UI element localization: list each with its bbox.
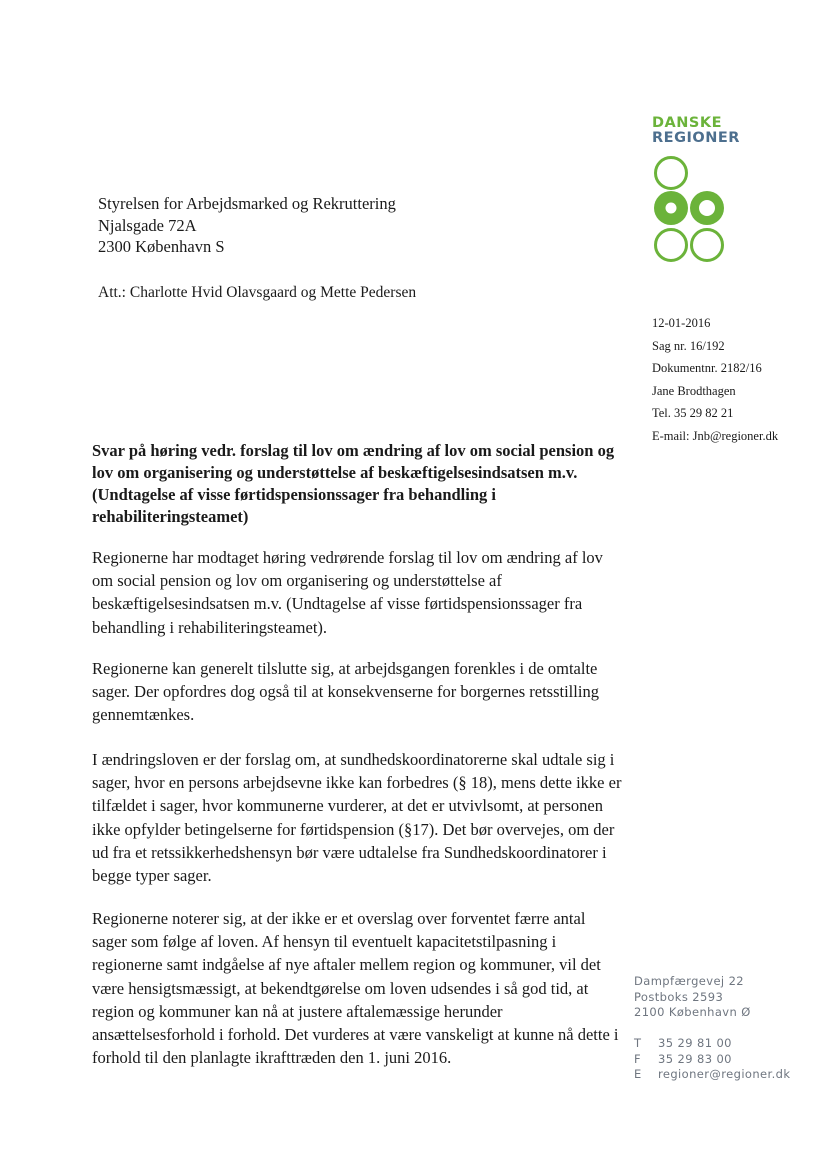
- logo-circles-icon: [652, 154, 732, 276]
- sender-address: [634, 974, 751, 1021]
- letter-date: 12-01-2016: [652, 316, 711, 330]
- sender-fax: 35 29 83 00: [658, 1051, 732, 1066]
- body-paragraph-1: Regionerne har modtaget høring vedrørende forslag til lov om ændring af lov om social pension og lov om organisering og understøttelse af beskæftigelsesindsatsen m.v. (Undtagelse af visse førtidspensionssager fra behandling i rehabiliteringsteamet).: [92, 548, 603, 637]
- logo-line-1: DANSKE: [652, 115, 722, 131]
- document-number: Dokumentnr. 2182/16: [652, 361, 762, 375]
- case-number: Sag nr. 16/192: [652, 338, 725, 353]
- letter-subject: Svar på høring vedr. forslag til lov om ændring af lov om social pension og lov om organisering og understøttelse af beskæftigelsesindsatsen m.v. (Undtagelse af visse førtidspensionssager fra behandling i rehabiliteringsteamet): [92, 441, 615, 526]
- fax-label: F: [634, 1051, 642, 1066]
- sender-phone-row: [634, 1036, 790, 1052]
- body-paragraph-2: Regionerne kan generelt tilslutte sig, at arbejdsgangen forenkles i de omtalte sager. Der opfordres dog også til at konsekvenserne for borgernes retsstilling gennemtænkes.: [92, 659, 599, 725]
- email-label: E: [634, 1067, 642, 1081]
- attention-line: Att.: Charlotte Hvid Olavsgaard og Mette Pedersen: [98, 284, 417, 301]
- sender-street: Dampfærgevej 22: [634, 974, 745, 988]
- recipient-street: Njalsgade 72A: [98, 215, 197, 235]
- recipient-city: 2300 København S: [98, 237, 225, 256]
- sender-email: regioner@regioner.dk: [658, 1067, 791, 1081]
- sender-email-row: [634, 1067, 790, 1083]
- sender-pobox: Postboks 2593: [634, 989, 724, 1004]
- body-paragraph-4: Regionerne noterer sig, at der ikke er et overslag over forventet færre antal sager som følge af loven. Af hensyn til eventuelt kapacitetstilpasning i regionerne samt indgåelse af nye aftaler mellem region og kommuner, vil det være hensigtsmæssigt, at bekendtgørelse om loven udsendes i så god tid, at region og kommuner kan nå at justere aftalemæssige herunder ansættelsesforhold i forhold. Det vurderes at være vanskeligt at kunne nå dette i forhold til den planlagte ikrafttræden den 1. juni 2016.: [92, 909, 619, 1068]
- sender-contacts: [634, 1036, 790, 1083]
- body-paragraph-3: I ændringsloven er der forslag om, at sundhedskoordinatorerne skal udtale sig i sager, hvor en persons arbejdsevne ikke kan forbedres (§ 18), mens dette ikke er tilfældet i sager, hvor kommunerne vurderer, at det er utvivlsomt, at personen ikke opfylder betingelserne for førtidspension (§17). Det bør overvejes, om der ud fra et retssikkerhedshensyn bør være udtalelse fra Sundhedskoordinatorer i begge typer sager.: [92, 750, 622, 886]
- danske-regioner-logo: [652, 116, 752, 276]
- phone-label: T: [634, 1036, 642, 1050]
- sender-phone: 35 29 81 00: [658, 1036, 732, 1050]
- recipient-address: [98, 193, 396, 258]
- logo-line-2: REGIONER: [652, 130, 740, 146]
- contact-email: E-mail: Jnb@regioner.dk: [652, 428, 779, 443]
- contact-phone: Tel. 35 29 82 21: [652, 406, 734, 420]
- sender-city: 2100 København Ø: [634, 1005, 751, 1019]
- letter-meta: [652, 312, 778, 447]
- recipient-name: Styrelsen for Arbejdsmarked og Rekruttering: [98, 194, 396, 213]
- contact-name: Jane Brodthagen: [652, 383, 736, 398]
- sender-fax-row: [634, 1052, 790, 1068]
